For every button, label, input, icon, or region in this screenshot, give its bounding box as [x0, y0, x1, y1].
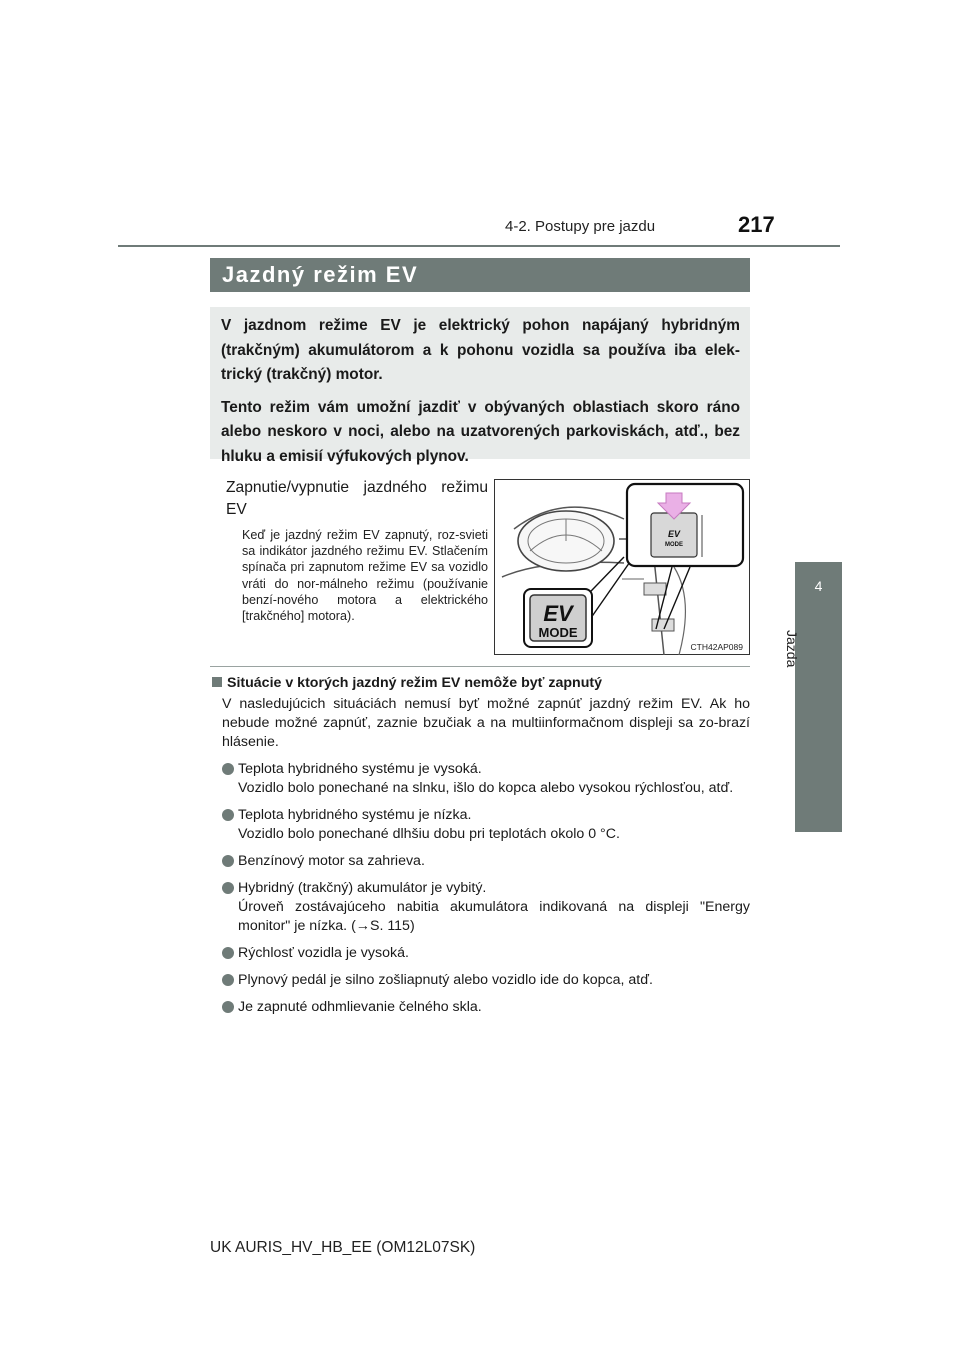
callout-ev-label: EV	[667, 529, 681, 539]
intro-box	[210, 307, 750, 465]
square-bullet-icon	[212, 677, 222, 687]
chapter-number: 4	[814, 578, 823, 594]
bullet-detail: Úroveň zostávajúceho nabitia akumulátora indikovaná na displeji "Energy monitor" je nízka. (→S. 115)	[238, 899, 750, 934]
section-divider	[210, 666, 750, 667]
illustration-code: CTH42AP089	[690, 642, 743, 652]
note-section	[212, 674, 750, 1017]
bullet-text: Hybridný (trakčný) akumulátor je vybitý.	[238, 880, 487, 896]
page-number: 217	[738, 212, 775, 237]
toggle-heading: Zapnutie/vypnutie jazdného režimu EV	[226, 479, 488, 518]
note-intro-text: V nasledujúcich situáciách nemusí byť možné zapnúť jazdný režim EV. Ak ho nebude možné zapnúť, zaznie bzučiak a na multiinformačnom displeji sa zo-brazí hlásenie.	[222, 696, 750, 750]
list-item	[222, 760, 750, 798]
round-bullet-icon	[222, 947, 234, 959]
page-title: Jazdný režim EV	[222, 262, 419, 287]
ev-button-label: EV	[543, 601, 573, 626]
bullet-text: Benzínový motor sa zahrieva.	[238, 853, 425, 869]
toggle-description: Keď je jazdný režim EV zapnutý, roz-svieti sa indikátor jazdného režimu EV. Stlačením spínača pri zapnutom režime EV sa vozidlo vráti do nor-málneho režimu (používanie benzí-nového motora a elektrického [trakčného] motora).	[242, 528, 488, 624]
list-item	[222, 944, 750, 963]
chapter-label: Jazda	[784, 630, 800, 668]
bullet-detail: Vozidlo bolo ponechané na slnku, išlo do kopca alebo vysokou rýchlosťou, atď.	[238, 780, 734, 796]
list-item	[222, 852, 750, 871]
intro-paragraph-1: V jazdnom režime EV je elektrický pohon napájaný hybridným (trakčným) akumulátorom a k pohonu vozidla sa používa iba elek-trický (trakčný) motor.	[221, 317, 740, 383]
round-bullet-icon	[222, 882, 234, 894]
list-item	[222, 879, 750, 936]
list-item	[222, 806, 750, 844]
note-title: Situácie v ktorých jazdný režim EV nemôže byť zapnutý	[212, 674, 750, 693]
mode-button-label: MODE	[538, 625, 578, 640]
bullet-text: Teplota hybridného systému je vysoká.	[238, 761, 482, 777]
round-bullet-icon	[222, 1001, 234, 1013]
bullet-text: Rýchlosť vozidla je vysoká.	[238, 945, 409, 961]
chapter-tab	[795, 562, 842, 832]
round-bullet-icon	[222, 855, 234, 867]
ev-mode-switch-illustration	[494, 479, 750, 655]
intro-paragraph-2: Tento režim vám umožní jazdiť v obývaných oblastiach skoro ráno alebo neskoro v noci, alebo na uzatvorených parkoviskách, atď., bez hluku a emisií výfukových plynov.	[221, 398, 740, 465]
round-bullet-icon	[222, 809, 234, 821]
bullet-text: Je zapnuté odhmlievanie čelného skla.	[238, 999, 482, 1015]
header-rule	[118, 245, 840, 247]
callout-mode-label: MODE	[665, 542, 683, 548]
list-item	[222, 971, 750, 990]
bullet-text: Teplota hybridného systému je nízka.	[238, 807, 472, 823]
section-header: 4-2. Postupy pre jazdu	[505, 218, 656, 235]
round-bullet-icon	[222, 974, 234, 986]
round-bullet-icon	[222, 763, 234, 775]
bullet-text: Plynový pedál je silno zošliapnutý alebo vozidlo ide do kopca, atď.	[238, 972, 653, 988]
footer-document-code: UK AURIS_HV_HB_EE (OM12L07SK)	[210, 1239, 476, 1256]
list-item	[222, 998, 750, 1017]
bullet-detail: Vozidlo bolo ponechané dlhšiu dobu pri teplotách okolo 0 °C.	[238, 826, 620, 842]
